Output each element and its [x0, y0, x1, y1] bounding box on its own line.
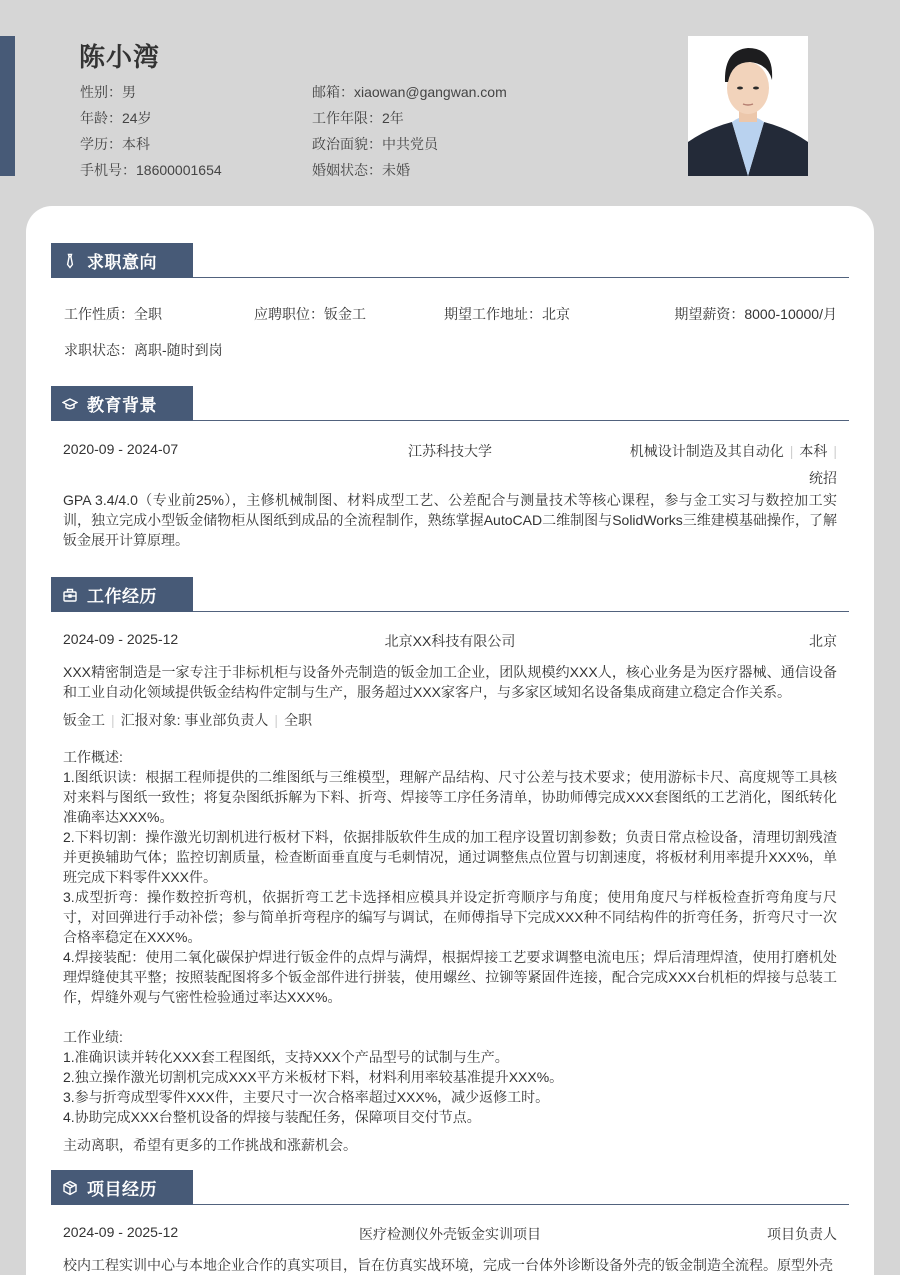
info-label: 邮箱： [312, 84, 354, 100]
leave-reason: 主动离职，希望有更多的工作挑战和涨薪机会。 [63, 1137, 357, 1153]
section-title: 工作经历 [87, 587, 157, 606]
divider: | [274, 712, 279, 728]
info-label: 学历： [80, 136, 122, 152]
project-name: 医疗检测仪外壳钣金实训项目 [359, 1226, 541, 1242]
education-period: 2020-09 - 2024-07 [63, 441, 179, 457]
avatar-portrait-icon [688, 36, 808, 176]
work-overview [51, 747, 849, 1007]
education-degree: 本科 [799, 443, 828, 459]
info-value: 未婚 [382, 162, 410, 178]
divider: | [789, 443, 794, 459]
work-role: 钣金工 [63, 712, 105, 728]
work-row [51, 631, 849, 651]
intention-row-1 [51, 304, 849, 334]
field-position [254, 304, 366, 324]
briefcase-icon [61, 586, 79, 604]
work-achievements [51, 1027, 849, 1127]
cube-icon [61, 1179, 79, 1197]
work-type: 全职 [284, 712, 313, 728]
section-title: 教育背景 [87, 396, 157, 415]
field-label: 应聘职位： [254, 306, 324, 322]
overview-title: 工作概述: [63, 749, 123, 765]
info-political-status [312, 133, 507, 159]
education-school: 江苏科技大学 [408, 443, 492, 459]
info-value: 2年 [382, 110, 404, 126]
info-education [80, 133, 222, 159]
work-location: 北京 [809, 633, 837, 649]
section-project-experience [51, 1170, 849, 1275]
divider: | [833, 443, 837, 459]
work-role-line [51, 710, 849, 730]
section-header [51, 243, 849, 278]
section-title: 项目经历 [87, 1180, 157, 1199]
section-header [51, 577, 849, 612]
field-label: 工作性质： [64, 306, 134, 322]
overview-item: 3.成型折弯：操作数控折弯机，依据折弯工艺卡选择相应模具并设定折弯顺序与角度；使用角度尺与样板检查折弯角度与尺寸，对回弹进行手动补偿；参与简单折弯程序的编写与调试，在师傅指导下完成XXX种不同结构件的折弯任务，折弯尺寸一次合格率稳定在XXX%。 [63, 889, 837, 945]
field-value: 北京 [542, 306, 570, 322]
info-phone [80, 159, 222, 185]
project-role: 项目负责人 [767, 1226, 837, 1242]
education-major: 机械设计制造及其自动化 [629, 443, 784, 459]
info-label: 性别： [80, 84, 122, 100]
work-report-to: 汇报对象: 事业部负责人 [120, 712, 269, 728]
info-value: 24岁 [122, 110, 152, 126]
field-value: 离职-随时到岗 [134, 342, 223, 358]
info-value: xiaowan@gangwan.com [354, 84, 507, 100]
section-title: 求职意向 [87, 253, 157, 272]
section-title-tab [51, 243, 193, 278]
accent-bar [0, 36, 15, 176]
overview-item: 2.下料切割：操作激光切割机进行板材下料，依据排版软件生成的加工程序设置切割参数；负责日常点检设备，清理切割残渣并更换辅助气体；监控切割质量，检查断面垂直度与毛刺情况，通过调整焦点位置与切割速度，将板材利用率提升XXX%，单班完成下料零件XXX件。 [63, 829, 837, 885]
education-row [51, 441, 849, 461]
field-value: 钣金工 [324, 306, 366, 322]
info-gender [80, 81, 222, 107]
section-education [51, 386, 849, 550]
overview-item: 1.图纸识读：根据工程师提供的二维图纸与三维模型，理解产品结构、尺寸公差与技术要求；使用游标卡尺、高度规等工具核对来料与图纸一致性；将复杂图纸拆解为下料、折弯、焊接等工序任务清单，协助师傅完成XXX套图纸的工艺消化，图纸转化准确率达XXX%。 [63, 769, 837, 825]
education-enrollment: 统招 [809, 470, 837, 486]
graduation-cap-icon [61, 395, 79, 413]
info-value: 中共党员 [382, 136, 438, 152]
info-label: 政治面貌： [312, 136, 382, 152]
field-salary [674, 304, 837, 324]
section-job-intention [51, 243, 849, 360]
achievement-item: 4.协助完成XXX台整机设备的焊接与装配任务，保障项目交付节点。 [63, 1109, 481, 1125]
field-work-type [64, 304, 162, 324]
achievement-item: 3.参与折弯成型零件XXX件，主要尺寸一次合格率超过XXX%，减少返修工时。 [63, 1089, 550, 1105]
info-value: 男 [122, 84, 136, 100]
company-description: XXX精密制造是一家专注于非标机柜与设备外壳制造的钣金加工企业，团队规模约XXX人，核心业务是为医疗器械、通信设备和工业自动化领域提供钣金结构件定制与生产，服务超过XXX家客户，与多家区域知名设备集成商建立稳定合作关系。 [63, 664, 837, 700]
info-value: 18600001654 [136, 162, 222, 178]
field-value: 8000-10000/月 [744, 306, 837, 322]
section-header [51, 386, 849, 421]
section-title-tab [51, 577, 193, 612]
section-title-tab [51, 386, 193, 421]
project-period: 2024-09 - 2025-12 [63, 1224, 179, 1240]
field-label: 期望工作地址： [444, 306, 542, 322]
section-header [51, 1170, 849, 1205]
info-marital-status [312, 159, 507, 185]
info-label: 婚姻状态： [312, 162, 382, 178]
tie-icon [61, 252, 79, 270]
work-company: 北京XX科技有限公司 [384, 633, 516, 649]
info-age [80, 107, 222, 133]
achievements-title: 工作业绩: [63, 1029, 123, 1045]
achievement-item: 1.准确识读并转化XXX套工程图纸，支持XXX个产品型号的试制与生产。 [63, 1049, 509, 1065]
education-meta [630, 441, 837, 461]
info-value: 本科 [122, 136, 150, 152]
field-job-status [64, 340, 223, 360]
work-period: 2024-09 - 2025-12 [63, 631, 179, 647]
project-row [51, 1224, 849, 1244]
section-work-experience [51, 577, 849, 1155]
overview-item: 4.焊接装配：使用二氧化碳保护焊进行钣金件的点焊与满焊，根据焊接工艺要求调整电流电压；焊后清理焊渣，使用打磨机处理焊缝使其平整；按照装配图将多个钣金部件进行拼装，使用螺丝、拉铆等紧固件连接，配合完成XXX台机柜的焊接与总装工作，焊缝外观与气密性检验通过率达XXX%。 [63, 949, 837, 1005]
info-label: 手机号： [80, 162, 136, 178]
project-description: 校内工程实训中心与本地企业合作的真实项目，旨在仿真实战环境，完成一台体外诊断设备外壳的钣金制造全流程。原型外壳 [63, 1257, 833, 1273]
field-label: 求职状态： [64, 342, 134, 358]
divider: | [111, 712, 115, 728]
resume-card [26, 206, 874, 1275]
field-location [444, 304, 570, 324]
education-row-2 [51, 468, 849, 488]
info-email [312, 81, 507, 107]
education-description: GPA 3.4/4.0（专业前25%），主修机械制图、材料成型工艺、公差配合与测量技术等核心课程，参与金工实习与数控加工实训，独立完成小型钣金储物柜从图纸到成品的全流程制作，熟练掌握AutoCAD二维制图与SolidWorks三维建模基础操作，了解钣金展开计算原理。 [63, 492, 837, 548]
info-label: 年龄： [80, 110, 122, 126]
info-work-years [312, 107, 507, 133]
achievement-item: 2.独立操作激光切割机完成XXX平方米板材下料，材料利用率较基准提升XXX%。 [63, 1069, 564, 1085]
personal-info-right [312, 81, 507, 185]
profile-photo [688, 36, 808, 176]
candidate-name: 陈小湾 [79, 42, 161, 72]
personal-info-left [80, 81, 222, 185]
info-label: 工作年限： [312, 110, 382, 126]
field-value: 全职 [134, 306, 162, 322]
section-title-tab [51, 1170, 193, 1205]
intention-row-2 [51, 340, 849, 360]
field-label: 期望薪资： [674, 306, 745, 322]
